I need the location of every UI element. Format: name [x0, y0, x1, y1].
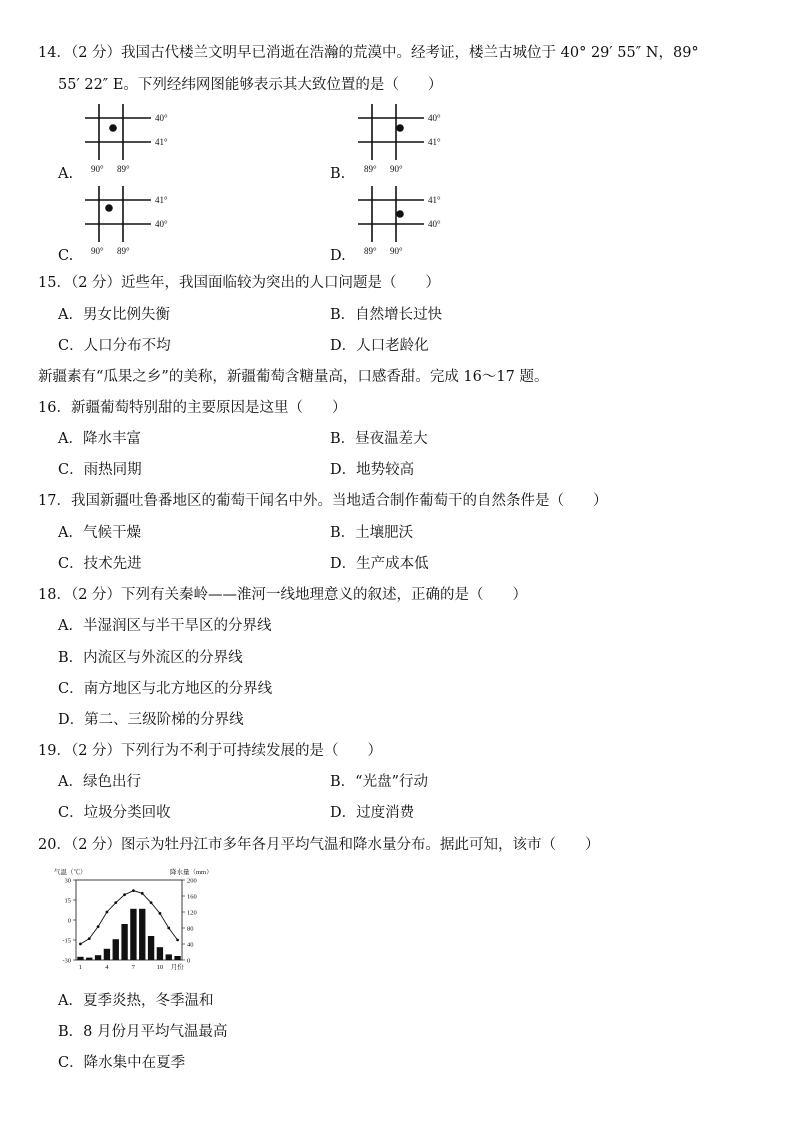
q15-option-b[interactable]: B．自然增长过快: [330, 307, 443, 323]
climate-chart: [52, 866, 222, 978]
location-dot: [105, 204, 113, 212]
month-tick-label: 10: [156, 964, 164, 971]
q14-option-d-grid[interactable]: [358, 186, 468, 258]
q15-option-c[interactable]: C．人口分布不均: [58, 338, 171, 354]
latitude-label-top: 40°: [155, 113, 168, 123]
precip-bar-month-12: [174, 956, 180, 960]
q14-option-a-grid[interactable]: [85, 104, 195, 176]
q14-option-c-grid[interactable]: [85, 186, 195, 258]
temp-tick-label: 30: [64, 877, 71, 885]
plot-frame: [76, 880, 182, 960]
q14-option-b-letter[interactable]: B.: [330, 166, 346, 182]
q17-stem: 17．我国新疆吐鲁番地区的葡萄干闻名中外。当地适合制作葡萄干的自然条件是（ ）: [38, 493, 608, 509]
longitude-label-left: 89°: [364, 246, 377, 256]
intro-16-17: 新疆素有“瓜果之乡”的美称，新疆葡萄含糖量高，口感香甜。完成 16～17 题。: [38, 369, 549, 385]
precip-bar-month-1: [77, 957, 83, 960]
temperature-point-month-6: [123, 893, 126, 896]
precip-bar-month-9: [148, 936, 154, 960]
q16-option-d[interactable]: D．地势较高: [330, 462, 415, 478]
temp-tick-label: -15: [62, 937, 71, 945]
longitude-label-left: 90°: [91, 246, 104, 256]
temperature-point-month-8: [141, 892, 144, 895]
latitude-label-bottom: 41°: [428, 137, 441, 147]
precip-tick-label: 40: [187, 941, 194, 949]
q14-stem-line1: 14．（2 分）我国古代楼兰文明早已消逝在浩瀚的荒漠中。经考证，楼兰古城位于 40° 29′ 55″ N，89°: [38, 45, 699, 61]
q19-option-a[interactable]: A．绿色出行: [58, 774, 141, 790]
q16-option-a[interactable]: A．降水丰富: [58, 431, 141, 447]
q14-option-c-letter[interactable]: C.: [58, 248, 74, 264]
latitude-label-top: 41°: [428, 195, 441, 205]
temperature-point-month-1: [79, 943, 82, 946]
q19-option-b[interactable]: B．“光盘”行动: [330, 774, 428, 790]
precip-bar-month-5: [113, 939, 119, 960]
precip-bar-month-10: [157, 947, 163, 960]
q14-option-a-letter[interactable]: A.: [58, 166, 74, 182]
latitude-label-bottom: 40°: [428, 219, 441, 229]
latitude-label-top: 40°: [428, 113, 441, 123]
q15-stem: 15．（2 分）近些年，我国面临较为突出的人口问题是（ ）: [38, 275, 441, 291]
q20-option-a[interactable]: A．夏季炎热，冬季温和: [58, 993, 214, 1009]
temp-tick-label: -30: [62, 957, 71, 965]
q17-option-d[interactable]: D．生产成本低: [330, 556, 429, 572]
q16-stem: 16．新疆葡萄特别甜的主要原因是这里（ ）: [38, 400, 347, 416]
q17-option-a[interactable]: A．气候干燥: [58, 525, 141, 541]
q18-option-c[interactable]: C．南方地区与北方地区的分界线: [58, 681, 273, 697]
latitude-label-bottom: 40°: [155, 219, 168, 229]
temperature-line: [80, 891, 177, 944]
longitude-label-right: 90°: [390, 164, 403, 174]
right-axis-title: 降水量（mm）: [170, 869, 213, 876]
longitude-label-right: 89°: [117, 246, 130, 256]
q14-stem-line2: 55′ 22″ E。下列经纬网图能够表示其大致位置的是（ ）: [58, 77, 443, 93]
left-axis-title: 气温（℃）: [54, 869, 87, 876]
precip-tick-label: 200: [187, 877, 197, 885]
temperature-point-month-2: [88, 937, 91, 940]
precip-tick-label: 160: [187, 893, 197, 901]
precip-bar-month-4: [104, 949, 110, 960]
q19-stem: 19．（2 分）下列行为不利于可持续发展的是（ ）: [38, 743, 383, 759]
temperature-point-month-9: [150, 901, 153, 904]
q18-option-b[interactable]: B．内流区与外流区的分界线: [58, 650, 243, 666]
precip-bar-month-6: [121, 924, 127, 960]
x-axis-title: 月份: [170, 964, 184, 971]
longitude-label-right: 89°: [117, 164, 130, 174]
q19-option-c[interactable]: C．垃圾分类回收: [58, 805, 171, 821]
q19-option-d[interactable]: D．过度消费: [330, 805, 415, 821]
latitude-label-bottom: 41°: [155, 137, 168, 147]
q16-option-c[interactable]: C．雨热同期: [58, 462, 142, 478]
q20-option-c[interactable]: C．降水集中在夏季: [58, 1055, 186, 1071]
longitude-label-left: 90°: [91, 164, 104, 174]
temperature-point-month-7: [132, 889, 135, 892]
q20-stem: 20．（2 分）图示为牡丹江市多年各月平均气温和降水量分布。据此可知，该市（ ）: [38, 837, 600, 853]
precip-bar-month-8: [139, 909, 145, 960]
precip-tick-label: 80: [187, 925, 194, 933]
precip-tick-label: 120: [187, 909, 197, 917]
latitude-label-top: 41°: [155, 195, 168, 205]
month-tick-label: 7: [131, 964, 136, 971]
location-dot: [396, 210, 404, 218]
precip-bar-month-7: [130, 909, 136, 960]
q18-option-a[interactable]: A．半湿润区与半干旱区的分界线: [58, 618, 272, 634]
q20-option-b[interactable]: B．8 月份月平均气温最高: [58, 1024, 228, 1040]
location-dot: [396, 124, 404, 132]
q15-option-d[interactable]: D．人口老龄化: [330, 338, 429, 354]
temperature-point-month-5: [114, 901, 117, 904]
temp-tick-label: 0: [67, 917, 71, 925]
q18-stem: 18．（2 分）下列有关秦岭——淮河一线地理意义的叙述，正确的是（ ）: [38, 587, 528, 603]
precip-tick-label: 0: [187, 957, 191, 965]
longitude-label-right: 90°: [390, 246, 403, 256]
q16-option-b[interactable]: B．昼夜温差大: [330, 431, 428, 447]
temperature-point-month-11: [167, 927, 170, 930]
precip-bar-month-11: [166, 954, 172, 960]
q17-option-c[interactable]: C．技术先进: [58, 556, 142, 572]
month-tick-label: 4: [105, 964, 109, 971]
q14-option-d-letter[interactable]: D.: [330, 248, 346, 264]
q17-option-b[interactable]: B．土壤肥沃: [330, 525, 414, 541]
q15-option-a[interactable]: A．男女比例失衡: [58, 307, 170, 323]
month-tick-label: 1: [78, 964, 83, 971]
temperature-point-month-10: [159, 912, 162, 915]
q14-option-b-grid[interactable]: [358, 104, 468, 176]
location-dot: [109, 124, 117, 132]
temp-tick-label: 15: [64, 897, 71, 905]
longitude-label-left: 89°: [364, 164, 377, 174]
temperature-point-month-3: [97, 925, 100, 928]
temperature-point-month-4: [106, 911, 109, 914]
temperature-point-month-12: [176, 939, 179, 942]
q18-option-d[interactable]: D．第二、三级阶梯的分界线: [58, 712, 244, 728]
precip-bar-month-2: [86, 958, 92, 960]
precip-bar-month-3: [95, 955, 101, 960]
